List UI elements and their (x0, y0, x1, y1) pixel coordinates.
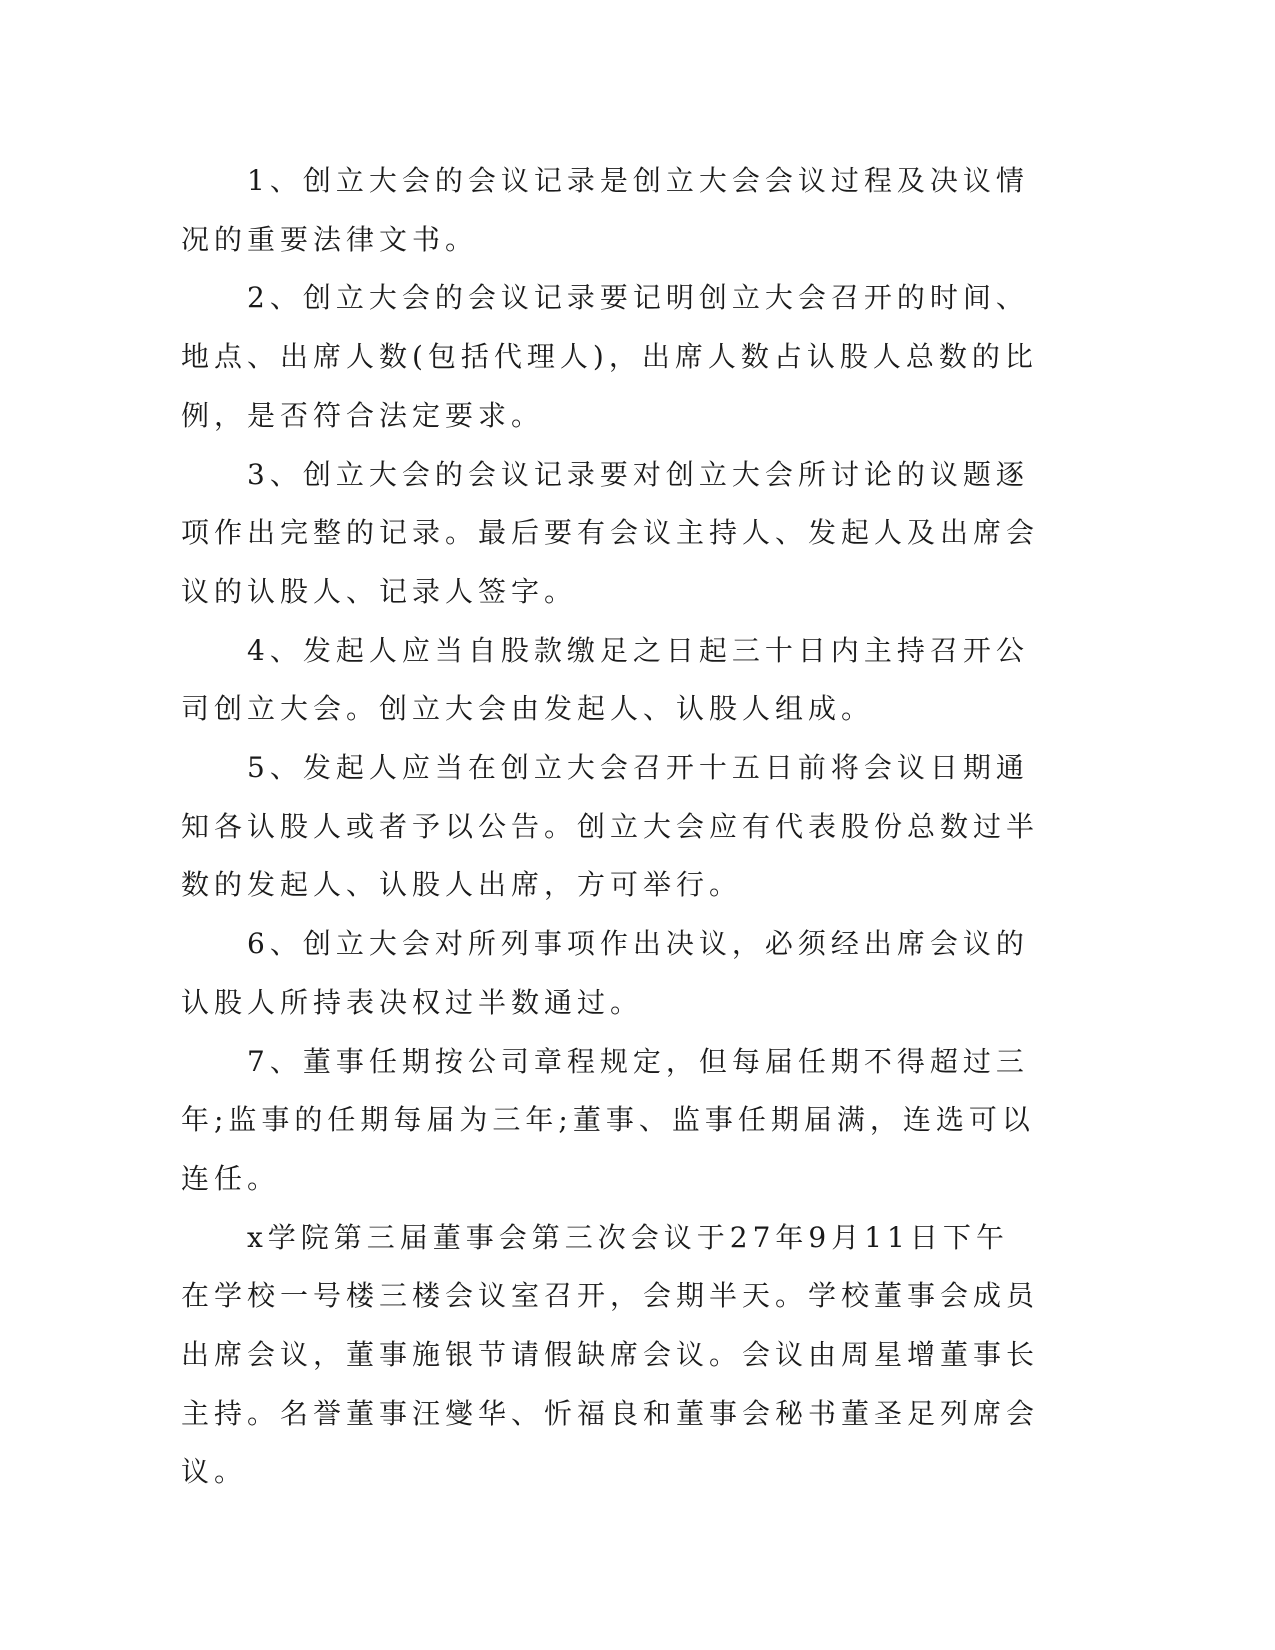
paragraph-2: 2、创立大会的会议记录要记明创立大会召开的时间、地点、出席人数(包括代理人)，出席人数占认股人总数的比例，是否符合法定要求。 (181, 281, 1038, 432)
paragraph-meeting-summary: x学院第三届董事会第三次会议于27年9月11日下午在学校一号楼三楼会议室召开，会期半天。学校董事会成员出席会议，董事施银节请假缺席会议。会议由周星增董事长主持。名誉董事汪燮华、忻福良和董事会秘书董圣足列席会议。 (181, 1220, 1040, 1489)
paragraph-4: 4、发起人应当自股款缴足之日起三十日内主持召开公司创立大会。创立大会由发起人、认股人组成。 (181, 633, 1029, 726)
paragraph-7: 7、董事任期按公司章程规定，但每届任期不得超过三年;监事的任期每届为三年;董事、监事任期届满，连选可以连任。 (181, 1044, 1035, 1195)
paragraph-5: 5、发起人应当在创立大会召开十五日前将会议日期通知各认股人或者予以公告。创立大会应有代表股份总数过半数的发起人、认股人出席，方可举行。 (181, 751, 1040, 902)
paragraph-1: 1、创立大会的会议记录是创立大会会议过程及决议情况的重要法律文书。 (181, 164, 1029, 256)
paragraph-6: 6、创立大会对所列事项作出决议，必须经出席会议的认股人所持表决权过半数通过。 (181, 927, 1029, 1019)
document-body (181, 152, 1041, 1502)
paragraph-3: 3、创立大会的会议记录要对创立大会所讨论的议题逐项作出完整的记录。最后要有会议主持人、发起人及出席会议的认股人、记录人签字。 (181, 457, 1040, 608)
